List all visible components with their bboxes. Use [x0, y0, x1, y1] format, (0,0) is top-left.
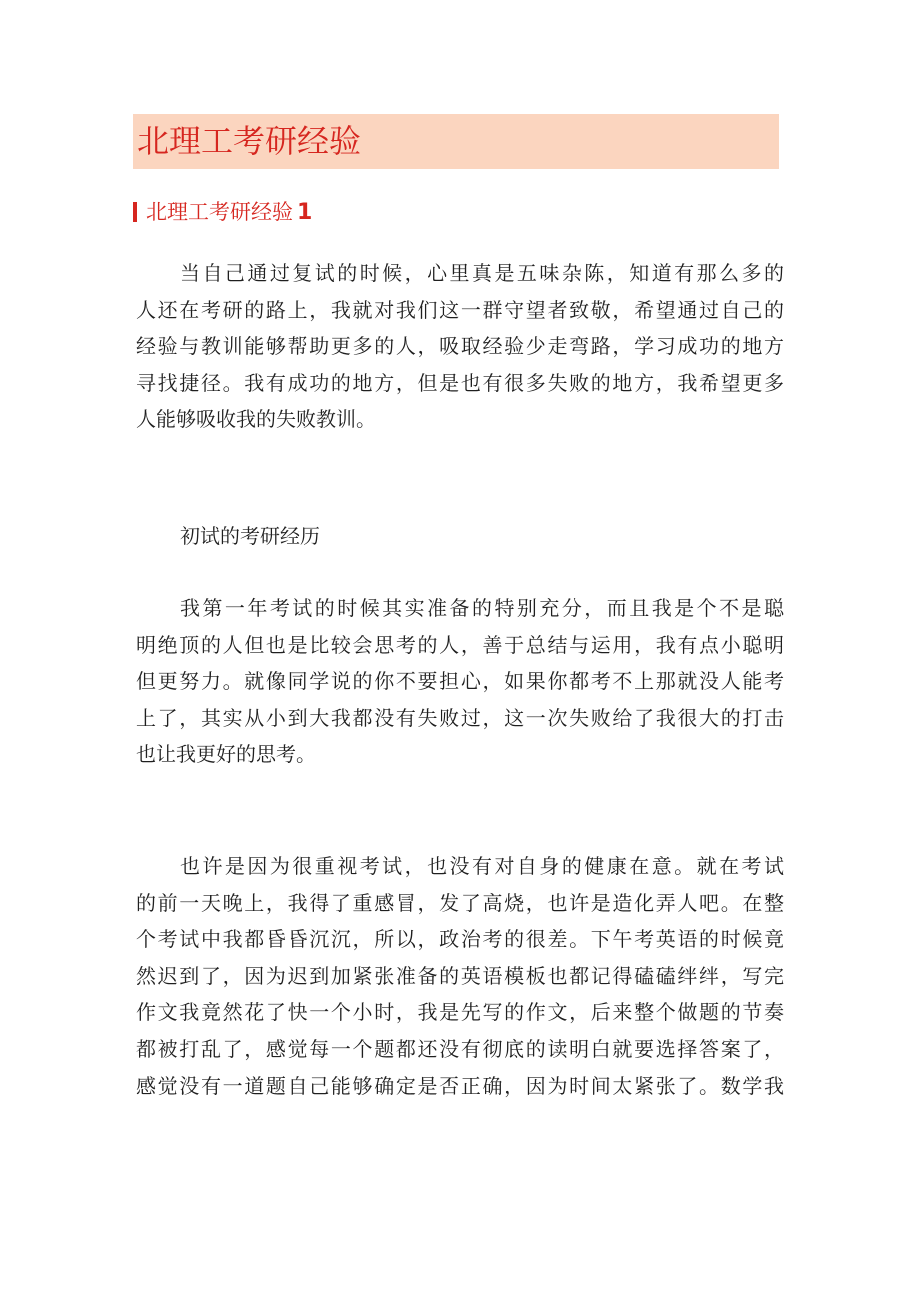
- paragraph-line: 当自己通过复试的时候，心里真是五味杂陈，知道有那么多的: [180, 261, 784, 285]
- paragraph-line: 感觉没有一道题自己能够确定是否正确，因为时间太紧张了。数学我: [136, 1073, 784, 1098]
- paragraph-line: 都被打乱了，感觉每一个题都还没有彻底的读明白就要选择答案了，: [136, 1036, 784, 1061]
- paragraph-exam-day: [136, 848, 784, 1104]
- paragraph-line: 寻找捷径。我有成功的地方，但是也有很多失败的地方，我希望更多: [136, 370, 784, 395]
- paragraph-line: 但更努力。就像同学说的你不要担心，如果你都考不上那就没人能考: [136, 669, 784, 694]
- section-heading-label: 北理工考研经验: [146, 200, 293, 224]
- paragraph-line: 个考试中我都昏昏沉沉，所以，政治考的很差。下午考英语的时候竟: [136, 927, 784, 952]
- paragraph-line: 也让我更好的思考。: [136, 742, 316, 767]
- paragraph-intro: [136, 255, 784, 438]
- paragraph-line: 人还在考研的路上，我就对我们这一群守望者致敬，希望通过自己的: [136, 297, 784, 322]
- paragraph-line: 然迟到了，因为迟到加紧张准备的英语模板也都记得磕磕绊绊，写完: [136, 963, 784, 988]
- paragraph-line: 我第一年考试的时候其实准备的特别充分，而且我是个不是聪: [180, 596, 784, 620]
- paragraph-line: 作文我竟然花了快一个小时，我是先写的作文，后来整个做题的节奏: [136, 1000, 784, 1025]
- section-heading-number: 1: [297, 199, 313, 225]
- paragraph-line: 经验与教训能够帮助更多的人，吸取经验少走弯路，学习成功的地方: [136, 334, 784, 359]
- paragraph-line: 初试的考研经历: [180, 524, 320, 548]
- paragraph-line: 的前一天晚上，我得了重感冒，发了高烧，也许是造化弄人吧。在整: [136, 890, 784, 915]
- paragraph-line: 明绝顶的人但也是比较会思考的人，善于总结与运用，我有点小聪明: [136, 632, 784, 657]
- section-heading: [133, 196, 312, 228]
- title-banner: [133, 114, 779, 169]
- paragraph-first-exam: [136, 590, 784, 773]
- paragraph-subheading: [136, 518, 784, 555]
- paragraph-line: 人能够吸收我的失败教训。: [136, 407, 376, 432]
- heading-marker-bar: [133, 202, 137, 222]
- paragraph-line: 上了，其实从小到大我都没有失败过，这一次失败给了我很大的打击: [136, 705, 784, 730]
- paragraph-line: 也许是因为很重视考试，也没有对自身的健康在意。就在考试: [180, 854, 784, 878]
- document-title: 北理工考研经验: [137, 122, 362, 160]
